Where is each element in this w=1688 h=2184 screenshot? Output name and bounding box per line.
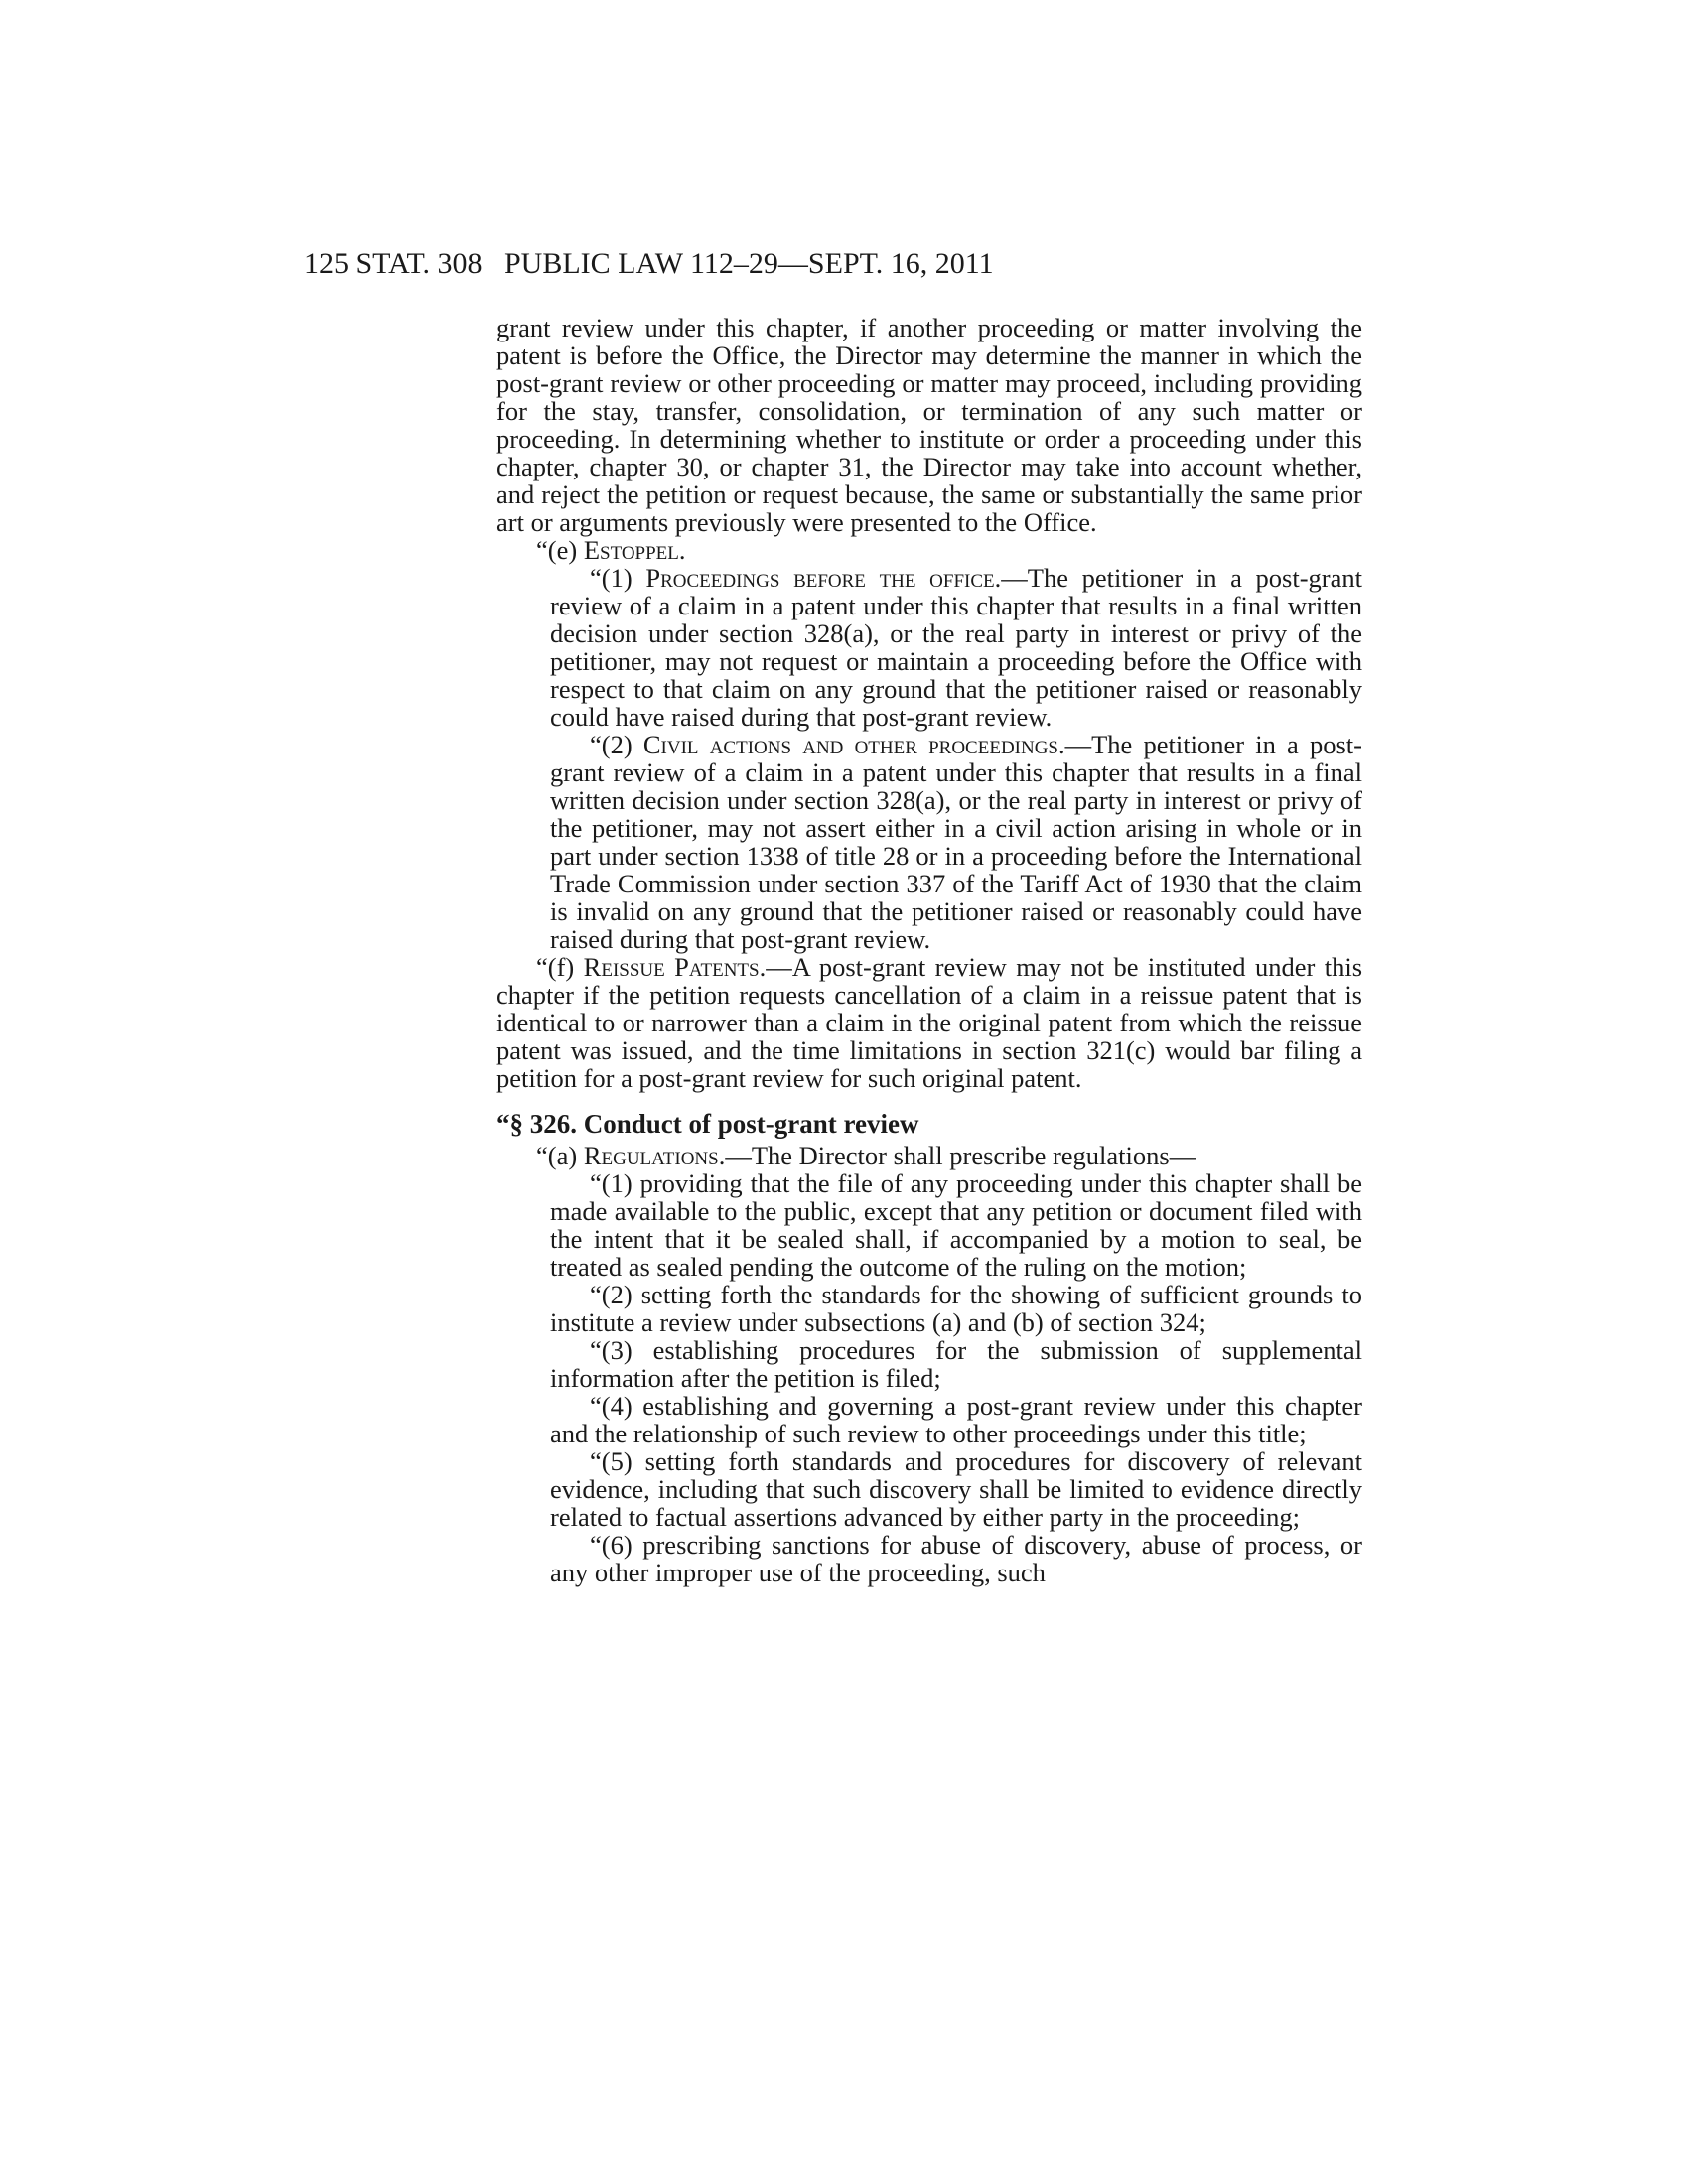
document-body: [496, 314, 1362, 1586]
stat-page-number: 125 STAT. 308: [304, 247, 483, 280]
subsection-caption: Reissue Patents: [583, 952, 760, 982]
paragraph-a2: “(2) setting forth the standards for the showing of sufficient grounds to institute a review under subsections (a) and (b) of section 324;: [550, 1280, 1362, 1337]
paragraph-a6: “(6) prescribing sanctions for abuse of discovery, abuse of process, or any other improper use of the proceeding, such: [550, 1530, 1362, 1587]
paragraph-a4: “(4) establishing and governing a post-grant review under this chapter and the relationship of such review to other proceedings under this title;: [550, 1391, 1362, 1448]
subsection-caption: Estoppel: [583, 535, 679, 565]
section-heading: “§ 326. Conduct of post-grant review: [496, 1109, 919, 1139]
paragraph-text: .—The petitioner in a post-grant review of a claim in a patent under this chapter that results in a final written decision under section 328(a), or the real party in interest or privy of the petitioner, may not assert either in a civil action arising in whole or in part under section 1338 of title 28 or in a proceeding before the International Trade Commission under section 337 of the Tariff Act of 1930 that the claim is invalid on any ground that the petitioner raised or reasonably could have raised during that post-grant review.: [550, 730, 1362, 954]
subsection-prefix: “(e): [536, 535, 584, 565]
subsection-text: .—A post-grant review may not be instituted under this chapter if the petition requests cancellation of a claim in a reissue patent that is identical to or narrower than a claim in the original patent from which the reissue patent was issued, and the time limitations in section 321(c) would bar filing a petition for a post-grant review for such original patent.: [496, 952, 1363, 1093]
paragraph-caption: Civil actions and other proceedings: [642, 730, 1058, 759]
subsection-caption: Regulations: [583, 1141, 719, 1170]
paragraph-e1: [496, 564, 1362, 731]
paragraph-continuation: grant review under this chapter, if another proceeding or matter involving the patent is before the Office, the Director may determine the manner in which the post-grant review or other proceeding or matter may proceed, including providing for the stay, transfer, consolidation, or termination of any such matter or proceeding. In determining whether to institute or order a proceeding under this chapter, chapter 30, or chapter 31, the Director may take into account whether, and reject the petition or request because, the same or substantially the same prior art or arguments previously were presented to the Office.: [496, 313, 1362, 537]
paragraph-prefix: “(1): [590, 563, 646, 593]
paragraph-text: .—The petitioner in a post-grant review of a claim in a patent under this chapter that results in a final written decision under section 328(a), or the real party in interest or privy of the petitioner, may not request or maintain a proceeding before the Office with respect to that claim on any ground that the petitioner raised or reasonably could have raised during that post-grant review.: [550, 563, 1362, 732]
paragraph-a5: “(5) setting forth standards and procedures for discovery of relevant evidence, including that such discovery shall be limited to evidence directly related to factual assertions advanced by either party in the proceeding;: [550, 1446, 1362, 1532]
paragraph-caption: Proceedings before the office: [645, 563, 995, 593]
subsection-prefix: “(a): [536, 1141, 584, 1170]
paragraph-a3: “(3) establishing procedures for the submission of supplemental information after the petition is filed;: [550, 1335, 1362, 1393]
paragraph-a1: “(1) providing that the file of any proceeding under this chapter shall be made available to the public, except that any petition or document filed with the intent that it be sealed shall, if accompanied by a motion to seal, be treated as sealed pending the outcome of the ruling on the motion;: [550, 1168, 1362, 1282]
subsection-a-regulations: [496, 1142, 1362, 1169]
running-head: PUBLIC LAW 112–29—SEPT. 16, 2011: [504, 247, 994, 280]
subsection-text: .—The Director shall prescribe regulations—: [718, 1141, 1196, 1170]
subsection-text: .: [678, 535, 686, 565]
paragraph-prefix: “(2): [590, 730, 643, 759]
paragraph-e2: [496, 731, 1362, 953]
subsection-e-estoppel: [496, 536, 1362, 564]
page-header: [304, 244, 1362, 284]
subsection-prefix: “(f): [536, 952, 584, 982]
subsection-f-reissue: [496, 953, 1362, 1092]
